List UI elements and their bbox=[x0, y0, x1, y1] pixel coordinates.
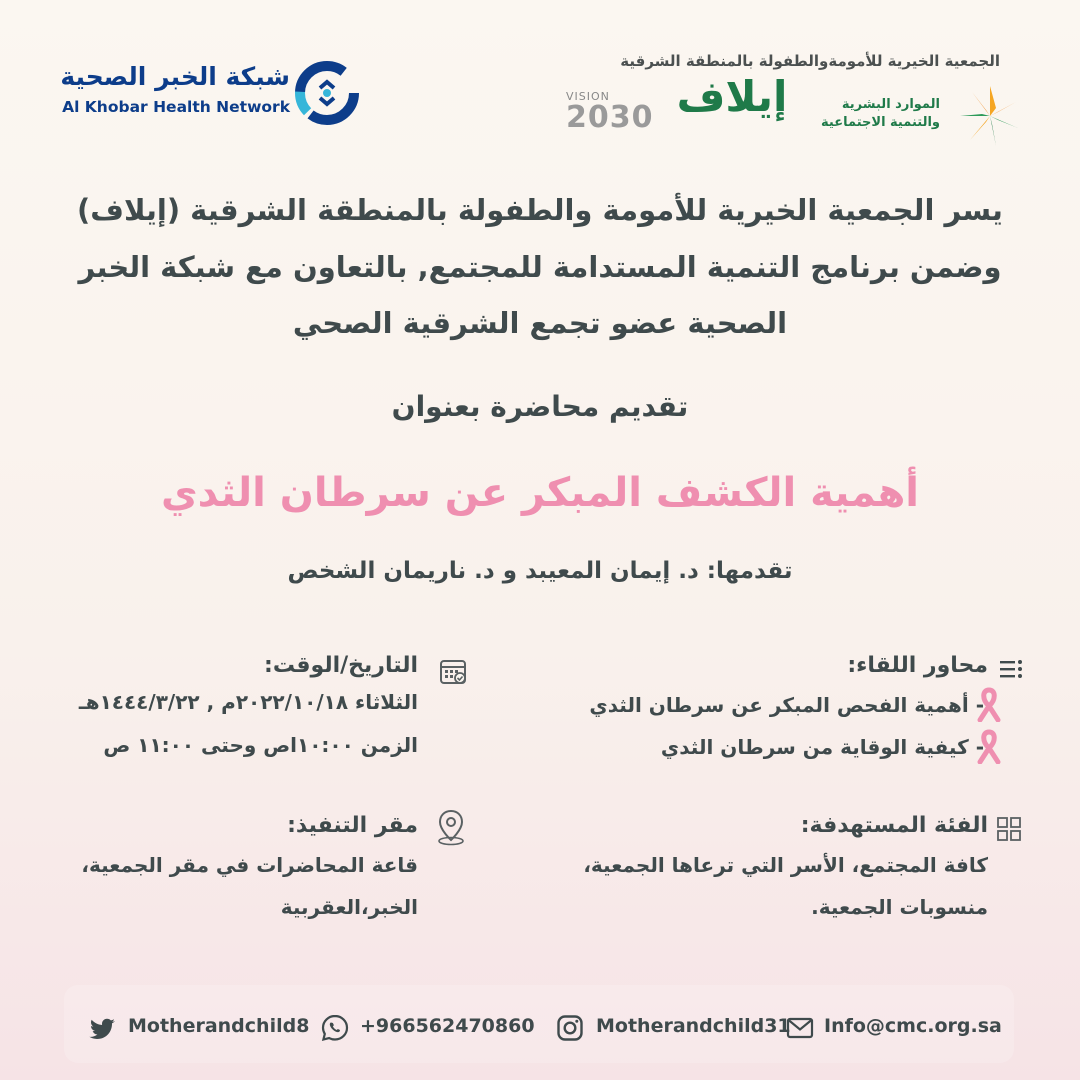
presenters: تقدمها: د. إيمان المعيبد و د. ناريمان الشخص bbox=[287, 558, 793, 584]
vision-2030-logo: 2030 bbox=[566, 100, 654, 135]
instagram-icon[interactable] bbox=[555, 1013, 585, 1043]
whatsapp-icon[interactable] bbox=[320, 1013, 350, 1043]
venue-heading: مقر التنفيذ: bbox=[287, 813, 418, 838]
eelaf-logo: إيلاف bbox=[676, 72, 788, 121]
venue-line-1: قاعة المحاضرات في مقر الجمعية، bbox=[81, 853, 418, 877]
akhn-arabic-name: شبكة الخبر الصحية bbox=[60, 62, 290, 91]
datetime-heading: التاريخ/الوقت: bbox=[264, 653, 418, 678]
list-icon bbox=[996, 654, 1026, 684]
target-heading: الفئة المستهدفة: bbox=[800, 813, 988, 838]
twitter-icon[interactable] bbox=[88, 1013, 118, 1043]
event-time: الزمن ١٠:٠٠اص وحتى ١١:٠٠ ص bbox=[103, 733, 418, 757]
intro-line-3: الصحية عضو تجمع الشرقية الصحي bbox=[292, 306, 788, 340]
calendar-icon bbox=[438, 656, 468, 686]
vision-label: VISION bbox=[566, 90, 610, 103]
axes-heading: محاور اللقاء: bbox=[847, 653, 988, 678]
email-icon[interactable] bbox=[785, 1013, 815, 1043]
organization-name: الجمعية الخيرية للأمومةوالطفولة بالمنطقة الشرقية bbox=[620, 52, 1000, 70]
grid-icon bbox=[994, 814, 1024, 844]
event-date: الثلاثاء ٢٠٢٢/١٠/١٨م , ١٤٤٤/٣/٢٢هـ bbox=[78, 690, 418, 714]
intro-line-2: وضمن برنامج التنمية المستدامة للمجتمع, بالتعاون مع شبكة الخبر bbox=[78, 250, 1002, 284]
whatsapp-number[interactable]: +966562470860 bbox=[360, 1015, 535, 1037]
instagram-handle[interactable]: Motherandchild31 bbox=[596, 1015, 791, 1037]
location-pin-icon bbox=[434, 808, 468, 846]
target-line-2: منسوبات الجمعية. bbox=[811, 895, 988, 919]
intro-line-1: يسر الجمعية الخيرية للأمومة والطفولة بالمنطقة الشرقية (إيلاف) bbox=[77, 193, 1003, 227]
akhn-english-name: Al Khobar Health Network bbox=[62, 98, 290, 116]
lecture-title: أهمية الكشف المبكر عن سرطان الثدي bbox=[160, 470, 920, 516]
email-address[interactable]: Info@cmc.org.sa bbox=[824, 1015, 1002, 1037]
hr-text-line2: والتنمية الاجتماعية bbox=[821, 115, 940, 130]
axis-item: - كيفية الوقاية من سرطان الثدي bbox=[660, 735, 984, 759]
hr-ministry-logo-icon bbox=[946, 80, 1032, 150]
hr-ministry-text bbox=[790, 96, 940, 132]
axis-item: - أهمية الفحص المبكر عن سرطان الثدي bbox=[589, 693, 984, 717]
twitter-handle[interactable]: Motherandchild8 bbox=[128, 1015, 310, 1037]
target-line-1: كافة المجتمع، الأسر التي ترعاها الجمعية، bbox=[583, 853, 988, 877]
lecture-lead: تقديم محاضرة بعنوان bbox=[391, 390, 689, 423]
akhn-logo-icon bbox=[292, 58, 362, 128]
hr-text-line1: الموارد البشرية bbox=[841, 97, 940, 112]
venue-line-2: الخبر،العقربية bbox=[280, 895, 418, 919]
